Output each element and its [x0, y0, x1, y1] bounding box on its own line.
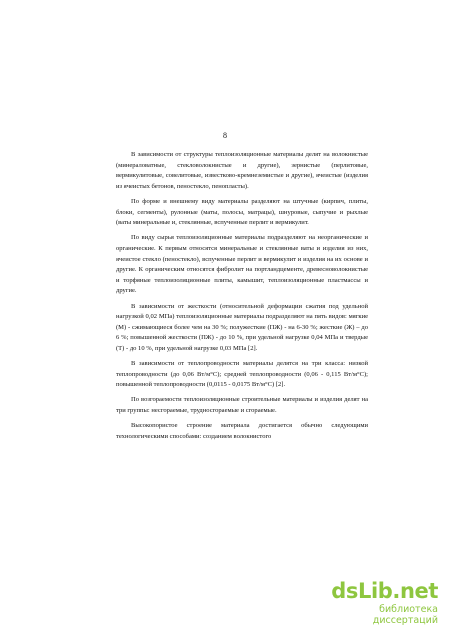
- paragraph-rigidity: В зависимости от жесткости (относительной деформации сжатия под удельной нагрузкой 0,02 МПа) теплоизоляционные материалы подразделяют на пять видов: мягкие (М) - сжимающиеся более чем на 30 %; полужесткие (ПЖ) - на 6-30 %; жесткие (Ж) – до 6 %; повышенной жесткости (ПЖ) - до 10 %, при удельной нагрузке 0,04 МПа и твердые (Т) - до 10 %, при удельной нагрузке 0,03 МПа [2].: [116, 302, 368, 352]
- body-text: [116, 150, 368, 447]
- paragraph-raw-material: По виду сырья теплоизоляционные материалы подразделяют на неорганические и органические. К первым относятся минеральные и стеклянные ваты и изделия из них, ячеистое стекло (пеностекло), вспученные перлит и вермикулит и изделия на их основе и другие. К органическим относятся фибролит на портландцементе, древесноволокнистые и торфяные теплоизоляционные плиты, камышит, теплоизоляционные пластмассы и другие.: [116, 234, 368, 295]
- watermark: [320, 580, 438, 626]
- page-number: 8: [223, 131, 227, 140]
- paragraph-porosity: Высокопористое строение материала достигается обычно следующими технологическими способами: созданием волокнистого: [116, 422, 368, 440]
- watermark-tagline: библиотека диссертаций: [372, 604, 438, 626]
- paragraph-form: По форме и внешнему виду материалы разделяют на штучные (кирпич, плиты, блоки, сегменты), рулонные (маты, полосы, матрацы), шнуровые, сыпучие и рыхлые (ваты минеральные и, стеклянные, вспученные перлит и вермикулит.: [116, 197, 368, 227]
- paragraph-conductivity: В зависимости от теплопроводности материалы делятся на три класса: низкой теплопроводности (до 0,06 Вт/м°С); средней теплопроводности (0,06 - 0,115 Вт/м°С); повышенной теплопроводности (0,0115 - 0,0175 Вт/м°С) [2].: [116, 360, 368, 389]
- watermark-logo: [320, 580, 438, 602]
- paragraph-structure: В зависимости от структуры теплоизоляционные материалы делят на волокнистые (минераловатные, стекловолокнистые и другие), зернистые (перлитовые, вермикулитовые, совелитовые, известково-кремнеземистые и другие), ячеистые (изделия из ячеистых бетонов, пеностекло, пенопласты).: [116, 151, 368, 190]
- watermark-name: dsLib.net: [331, 579, 438, 603]
- paragraph-flammability: По возгораемости теплоизоляционные строительные материалы и изделия делят на три группы: несгораемые, трудносгораемые и сгораемые.: [116, 396, 368, 415]
